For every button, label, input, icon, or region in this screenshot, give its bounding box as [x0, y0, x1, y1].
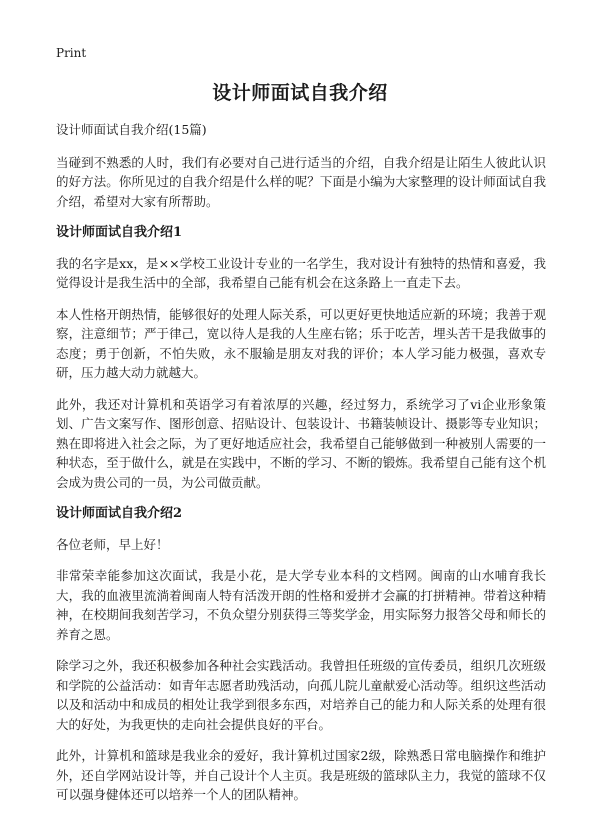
document-title: 设计师面试自我介绍 — [212, 82, 388, 104]
paragraph: 我的名字是xx，是××学校工业设计专业的一名学生，我对设计有独特的热情和喜爱，我觉得设计是我生活中的全部，我希望自己能有机会在这条路上一直走下去。 — [56, 255, 546, 290]
paragraph: 非常荣幸能参加这次面试，我是小花，是大学专业本科的文档网。闽南的山水哺育我长大，我的血液里流淌着闽南人特有活泼开朗的性格和爱拼才会赢的打拼精神。带着这种精神，在校期间我刻苦学习，不负众望分别获得三等奖学金，用实际努力报答父母和师长的养育之恩。 — [56, 568, 546, 642]
document-body — [56, 120, 546, 817]
document-subtitle: 设计师面试自我介绍(15篇) — [56, 122, 207, 137]
section-heading-1: 设计师面试自我介绍1 — [56, 225, 183, 240]
print-link[interactable]: Print — [56, 46, 87, 60]
intro-paragraph: 当碰到不熟悉的人时，我们有必要对自己进行适当的介绍，自我介绍是让陌生人彼此认识的好方法。你所见过的自我介绍是什么样的呢？下面是小编为大家整理的设计师面试自我介绍，希望对大家有所帮助。 — [56, 154, 546, 209]
paragraph: 此外，计算机和篮球是我业余的爱好，我计算机过国家2级，除熟悉日常电脑操作和维护外，还自学网站设计等，并自己设计个人主页。我是班级的篮球队主力，我觉的篮球不仅可以强身健体还可以培养一个人的团队精神。 — [56, 748, 546, 802]
paragraph: 各位老师，早上好！ — [56, 536, 169, 552]
paragraph: 本人性格开朗热情，能够很好的处理人际关系，可以更好更快地适应新的环境；我善于观察，注意细节；严于律己，宽以待人是我的人生座右铭；乐于吃苦，埋头苦干是我做事的态度；勇于创新，不怕失败，永不服输是朋友对我的评价；本人学习能力极强，喜欢专研，压力越大动力就越大。 — [56, 306, 546, 380]
section-heading-2: 设计师面试自我介绍2 — [56, 506, 183, 521]
paragraph: 除学习之外，我还积极参加各种社会实践活动。我曾担任班级的宣传委员，组织几次班级和学院的公益活动：如青年志愿者助残活动，向孤儿院儿童献爱心活动等。组织这些活动以及和活动中和成员的相处让我学到很多东西，对培养自己的能力和人际关系的处理有很大的好处，为我更快的走向社会提供良好的平台。 — [56, 658, 546, 732]
paragraph: 此外，我还对计算机和英语学习有着浓厚的兴趣，经过努力，系统学习了vi企业形象策划、广告文案写作、图形创意、招贴设计、包装设计、书籍装帧设计、摄影等专业知识；熟在即将进入社会之际，为了更好地适应社会，我希望自己能够做到一种被别人需要的一种状态，至于做什么，就是在实践中，不断的学习、不断的锻炼。我希望自己能有这个机会成为贵公司的一员，为公司做贡献。 — [56, 396, 546, 490]
